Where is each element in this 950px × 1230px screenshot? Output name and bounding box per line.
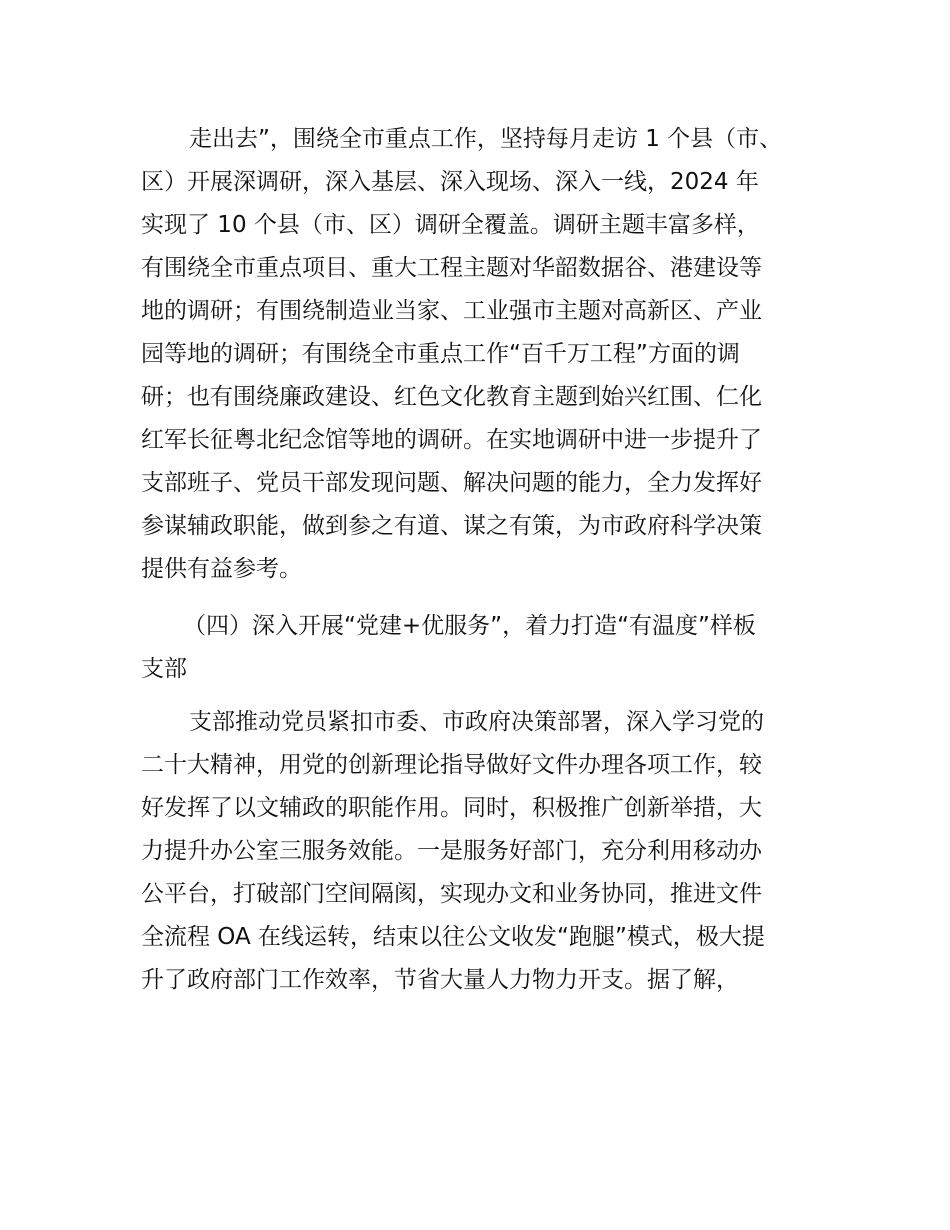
paragraph-line: 公平台，打破部门空间隔阂，实现办文和业务协同，推进文件 bbox=[141, 881, 762, 907]
paragraph-line: 研；也有围绕廉政建设、红色文化教育主题到始兴红围、仁化 bbox=[141, 384, 762, 410]
paragraph-line: 力提升办公室三服务效能。一是服务好部门，充分利用移动办 bbox=[141, 838, 762, 864]
paragraph-line: 全流程 OA 在线运转，结束以往公文收发“跑腿”模式，极大提 bbox=[141, 924, 765, 950]
paragraph-line: 参谋辅政职能，做到参之有道、谋之有策，为市政府科学决策 bbox=[141, 513, 762, 539]
paragraph-line: 支部班子、党员干部发现问题、解决问题的能力，全力发挥好 bbox=[141, 470, 762, 496]
paragraph-line: 园等地的调研；有围绕全市重点工作“百千万工程”方面的调 bbox=[141, 341, 740, 367]
paragraph-line: 二十大精神，用党的创新理论指导做好文件办理各项工作，较 bbox=[141, 752, 762, 778]
paragraph-line: 地的调研；有围绕制造业当家、工业强市主题对高新区、产业 bbox=[141, 298, 762, 324]
paragraph-line: 好发挥了以文辅政的职能作用。同时，积极推广创新举措，大 bbox=[141, 795, 762, 821]
paragraph-line: 实现了 10 个县（市、区）调研全覆盖。调研主题丰富多样， bbox=[141, 212, 760, 238]
paragraph-line: 升了政府部门工作效率，节省大量人力物力开支。据了解， bbox=[141, 967, 739, 993]
paragraph-line: 走出去”，围绕全市重点工作，坚持每月走访 1 个县（市、 bbox=[189, 126, 783, 152]
paragraph-line: 红军长征粤北纪念馆等地的调研。在实地调研中进一步提升了 bbox=[141, 427, 762, 453]
paragraph-line: 支部推动党员紧扣市委、市政府决策部署，深入学习党的 bbox=[189, 709, 764, 735]
paragraph-line: 区）开展深调研，深入基层、深入现场、深入一线，2024 年 bbox=[141, 169, 759, 195]
paragraph-line: 有围绕全市重点项目、重大工程主题对华韶数据谷、港建设等 bbox=[141, 255, 762, 281]
heading-line: 支部 bbox=[141, 656, 187, 682]
paragraph-line: 提供有益参考。 bbox=[141, 556, 302, 582]
heading-line: （四）深入开展“党建+优服务”，着力打造“有温度”样板 bbox=[183, 613, 756, 639]
